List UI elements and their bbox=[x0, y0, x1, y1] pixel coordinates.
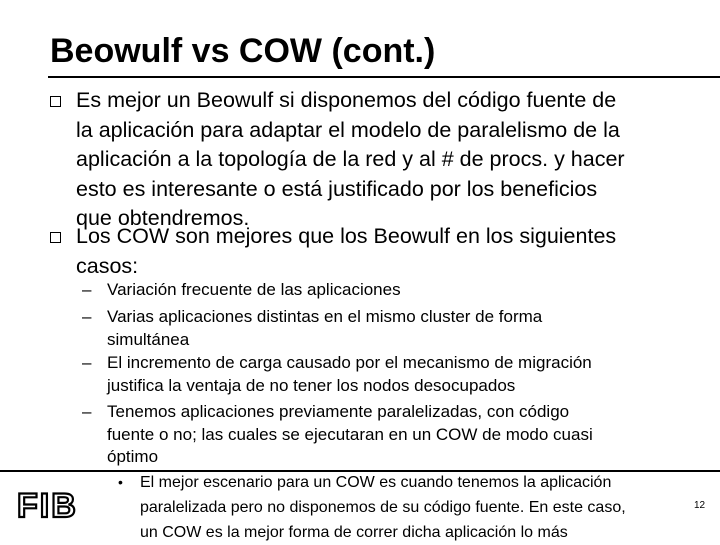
sub-bullet-3 bbox=[107, 352, 697, 397]
sub-sub-bullet bbox=[140, 470, 700, 545]
sub-bullet-line: justifica la ventaja de no tener los nodos desocupados bbox=[107, 375, 516, 395]
square-bullet-icon bbox=[50, 232, 61, 243]
bullet-1-line: la aplicación para adaptar el modelo de paralelismo de la bbox=[76, 117, 620, 142]
bullet-1-line: aplicación a la topología de la red y al # de procs. y hacer bbox=[76, 147, 625, 171]
square-bullet-icon bbox=[50, 96, 61, 107]
sub-bullet-1 bbox=[107, 279, 697, 302]
bullet-1-line: esto es interesante o está justificado por los beneficios bbox=[76, 176, 598, 201]
fib-logo bbox=[17, 490, 97, 525]
dot-bullet-icon: • bbox=[118, 474, 123, 490]
sub-bullet-line: Varias aplicaciones distintas en el mismo cluster de forma bbox=[107, 307, 543, 326]
dash-bullet-icon: – bbox=[82, 402, 92, 421]
dash-bullet-icon: – bbox=[82, 307, 92, 326]
slide-title: Beowulf vs COW (cont.) bbox=[50, 32, 436, 70]
bullet-1-line: que obtendremos. bbox=[76, 206, 250, 230]
sub-bullet-line: óptimo bbox=[107, 447, 159, 466]
bullet-2-line: Los COW son mejores que los Beowulf en los siguientes bbox=[76, 224, 617, 248]
fib-logo-text: FIB bbox=[17, 490, 78, 520]
bullet-2 bbox=[76, 222, 706, 281]
sub-bullet-2 bbox=[107, 306, 697, 351]
bullet-1 bbox=[76, 86, 706, 234]
sub-bullet-line: simultánea bbox=[107, 329, 190, 349]
sub-bullet-line: El incremento de carga causado por el mecanismo de migración bbox=[107, 353, 592, 372]
footer-rule bbox=[0, 470, 720, 472]
sub-bullet-line: fuente o no; las cuales se ejecutaran en un COW de modo cuasi bbox=[107, 424, 593, 444]
sub-bullet-line: Variación frecuente de las aplicaciones bbox=[107, 280, 401, 299]
sub-bullet-line: Tenemos aplicaciones previamente paralelizadas, con código bbox=[107, 402, 570, 421]
sub-bullet-4 bbox=[107, 401, 697, 469]
sub-sub-bullet-line: paralelizada pero no disponemos de su código fuente. En este caso, bbox=[140, 499, 626, 516]
bullet-1-line: Es mejor un Beowulf si disponemos del código fuente de bbox=[76, 88, 617, 112]
sub-sub-bullet-line: El mejor escenario para un COW es cuando tenemos la aplicación bbox=[140, 474, 612, 491]
dash-bullet-icon: – bbox=[82, 280, 92, 299]
page-number: 12 bbox=[694, 500, 706, 511]
dash-bullet-icon: – bbox=[82, 353, 92, 372]
sub-sub-bullet-line: un COW es la mejor forma de correr dicha aplicación lo más bbox=[140, 524, 568, 541]
bullet-2-line: casos: bbox=[76, 253, 139, 278]
